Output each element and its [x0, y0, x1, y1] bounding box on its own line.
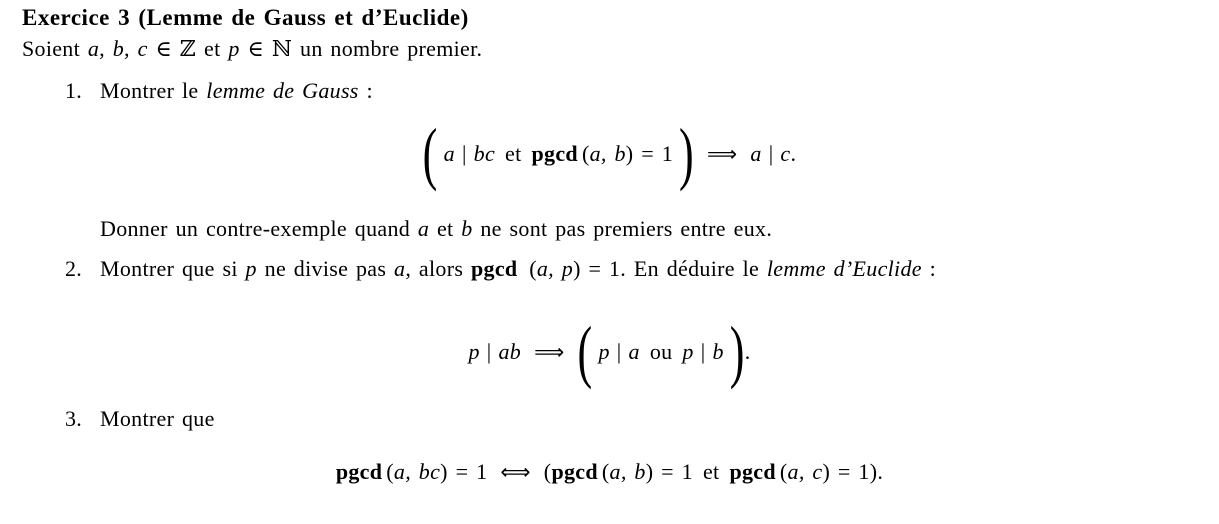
formula-lemme-euclide — [0, 310, 1219, 394]
left-paren: ( — [581, 141, 590, 166]
intro-set-naturals: ∈ ℕ un nombre premier. — [239, 36, 483, 61]
item-2-text-3: , alors — [405, 256, 471, 281]
intro-set-integers: ∈ ℤ et — [147, 36, 229, 61]
pgcd-operator: pgcd — [531, 141, 578, 166]
var-a: a — [750, 141, 762, 166]
big-left-paren: ( — [422, 114, 438, 193]
equals-one: ) = 1 — [625, 141, 674, 166]
pgcd-operator: pgcd — [729, 459, 776, 484]
divides-bar: | — [486, 339, 492, 364]
equals-one: ) = 1 — [440, 459, 488, 484]
implies-arrow: ⟹ — [706, 142, 738, 166]
vars-a-b: a, b — [609, 459, 646, 484]
list-item-3 — [65, 406, 215, 432]
implies-arrow: ⟹ — [534, 340, 565, 364]
big-right-paren: ) — [679, 114, 694, 193]
followup-text-3: ne sont pas premiers entre eux. — [472, 216, 773, 241]
word-et: et — [505, 141, 522, 166]
left-paren: ( — [601, 459, 610, 484]
pgcd-operator: pgcd — [551, 459, 598, 484]
item-1-number: 1. — [65, 78, 83, 103]
vars-a-c: a, c — [787, 459, 823, 484]
intro-text-1: Soient — [22, 36, 88, 61]
item-1-colon: : — [358, 78, 373, 103]
item-2-colon: : — [921, 256, 937, 281]
var-c: c — [780, 141, 791, 166]
item-2-text-1: Montrer que si — [100, 256, 246, 281]
item-3-number: 3. — [65, 406, 83, 431]
word-ou: ou — [649, 339, 673, 364]
divides-bar: | — [616, 339, 622, 364]
var-ab: ab — [498, 339, 522, 364]
var-p: p — [468, 339, 480, 364]
item-1-text — [100, 78, 373, 104]
followup-text-1: Donner un contre-exemple quand — [100, 216, 418, 241]
var-p: p — [598, 339, 610, 364]
var-p: p — [245, 256, 257, 281]
vars-a-b: a, b — [589, 141, 626, 166]
period: . — [744, 339, 751, 364]
item-2-text-2: ne divise pas — [256, 256, 394, 281]
equals-one-close: ) = 1) — [822, 459, 878, 484]
followup-text-2: et — [429, 216, 462, 241]
big-right-paren: ) — [729, 312, 745, 391]
item-2-number: 2. — [65, 256, 83, 281]
big-left-paren: ( — [577, 312, 593, 391]
divides-bar: | — [461, 141, 467, 166]
divides-bar: | — [768, 141, 774, 166]
item-2-text-4: ) = 1. En déduire le — [573, 256, 767, 281]
item-1-emphasis-gauss: lemme de Gauss — [206, 78, 359, 103]
left-paren: ( — [386, 459, 394, 484]
left-paren: ( — [543, 459, 552, 484]
period: . — [877, 459, 884, 484]
var-a: a — [394, 256, 406, 281]
math-vars-abc: a, b, c — [87, 36, 148, 61]
left-paren: ( — [521, 256, 537, 281]
period: . — [790, 141, 797, 166]
left-paren: ( — [779, 459, 788, 484]
equals-one: ) = 1 — [645, 459, 693, 484]
item-3-text: Montrer que — [100, 406, 215, 431]
vars-a-p: a, p — [536, 256, 574, 281]
pgcd-operator: pgcd — [335, 459, 383, 484]
word-et: et — [702, 459, 720, 484]
var-bc: bc — [473, 141, 496, 166]
var-b: b — [712, 339, 724, 364]
pgcd-operator: pgcd — [470, 256, 518, 281]
divides-bar: | — [700, 339, 706, 364]
item-1-text-1: Montrer le — [100, 78, 207, 103]
var-a: a — [628, 339, 640, 364]
var-a: a — [443, 141, 455, 166]
formula-lemme-gauss — [0, 112, 1219, 196]
var-p: p — [682, 339, 694, 364]
item-1-followup — [100, 216, 772, 242]
var-a: a — [417, 216, 430, 241]
item-2-text — [100, 256, 936, 282]
list-item-1 — [65, 78, 373, 104]
vars-a-bc: a, bc — [393, 459, 441, 484]
formula-pgcd-equivalence — [0, 452, 1219, 492]
item-2-emphasis-euclide: lemme d’Euclide — [766, 256, 922, 281]
math-var-p: p — [228, 36, 240, 61]
iff-arrow: ⟺ — [500, 460, 531, 484]
intro-line — [22, 36, 482, 62]
list-item-2 — [65, 256, 936, 282]
exercise-title: Exercice 3 (Lemme de Gauss et d’Euclide) — [22, 5, 469, 30]
var-b: b — [461, 216, 473, 241]
